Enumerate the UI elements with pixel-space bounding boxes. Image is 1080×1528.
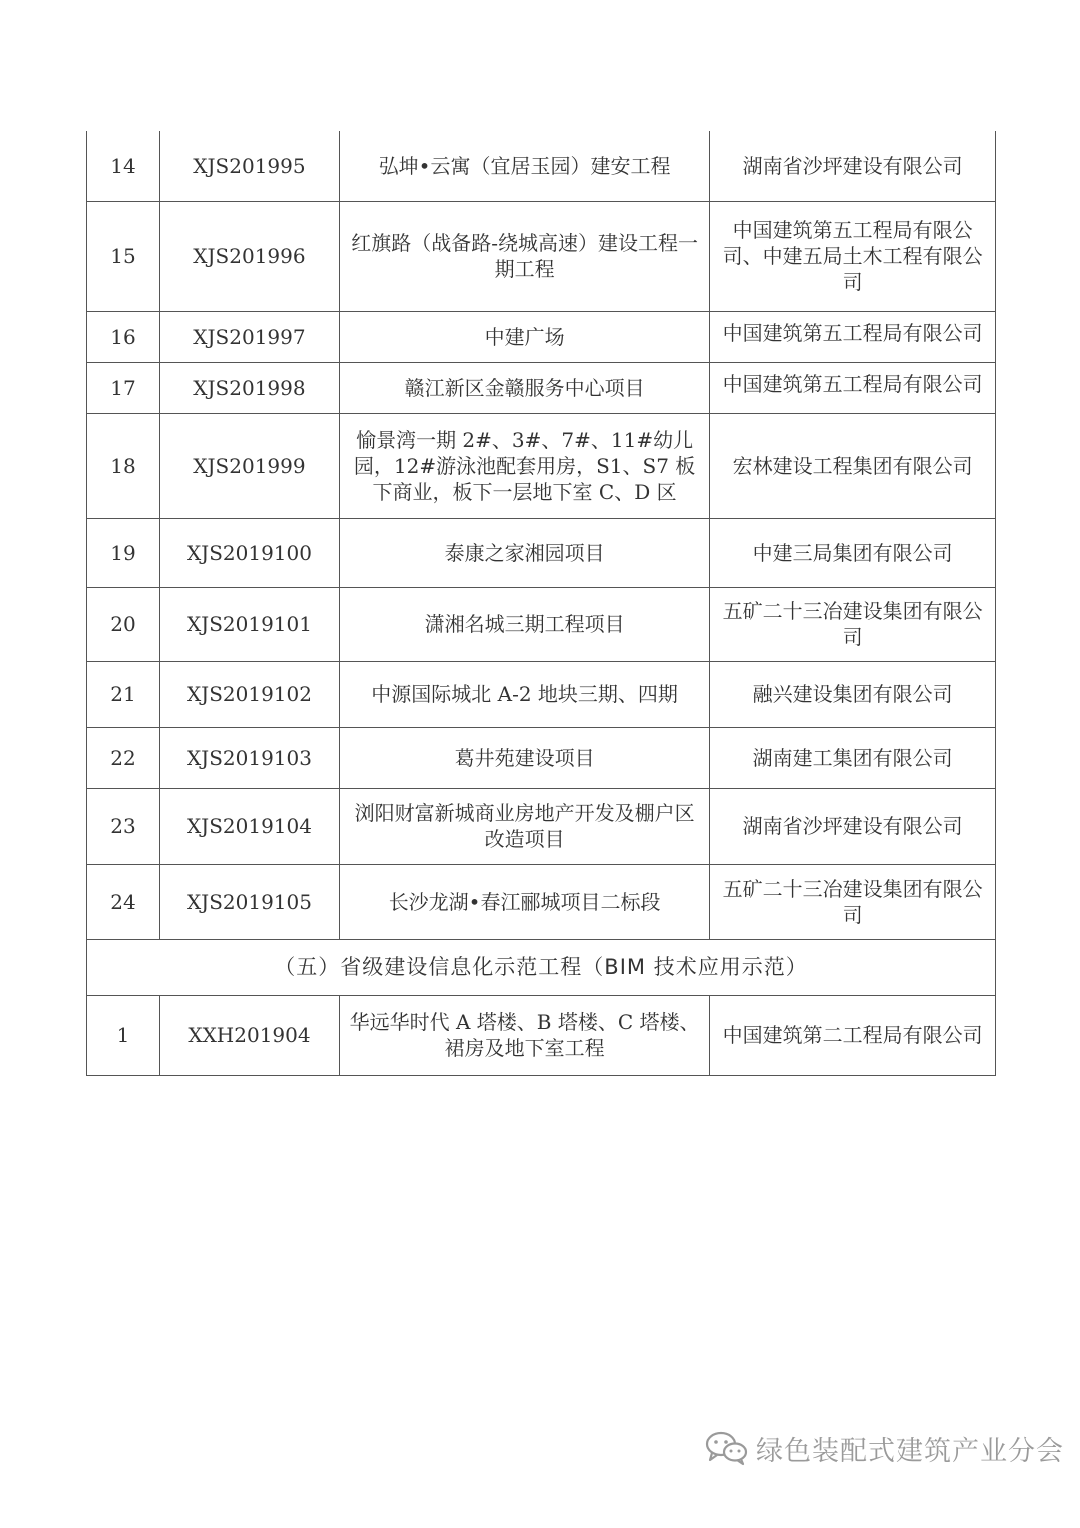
table-row <box>87 362 996 413</box>
contractor-name: 融兴建设集团有限公司 <box>710 661 996 727</box>
project-code: XJS2019105 <box>160 864 340 939</box>
table-row <box>87 201 996 311</box>
watermark-text: 绿色装配式建筑产业分会 <box>756 1435 1064 1467</box>
project-code: XJS2019100 <box>160 518 340 587</box>
project-name: 长沙龙湖•春江郦城项目二标段 <box>339 864 709 939</box>
contractor-name <box>710 311 996 362</box>
table-row <box>87 311 996 362</box>
contractor-name: 五矿二十三冶建设集团有限公司 <box>710 587 996 661</box>
row-number: 17 <box>87 362 160 413</box>
row-number: 20 <box>87 587 160 661</box>
row-number: 15 <box>87 201 160 311</box>
project-code: XJS201996 <box>160 201 340 311</box>
project-name: 红旗路（战备路-绕城高速）建设工程一期工程 <box>339 201 709 311</box>
row-number: 24 <box>87 864 160 939</box>
project-name: 赣江新区金赣服务中心项目 <box>339 362 709 413</box>
contractor-name: 宏林建设工程集团有限公司 <box>710 413 996 518</box>
project-name: 中建广场 <box>339 311 709 362</box>
row-number: 1 <box>87 995 160 1075</box>
project-name: 潇湘名城三期工程项目 <box>339 587 709 661</box>
project-code: XJS201999 <box>160 413 340 518</box>
project-table <box>86 131 996 1076</box>
contractor-name: 湖南省沙坪建设有限公司 <box>710 131 996 201</box>
wechat-icon <box>704 1430 748 1466</box>
table-row <box>87 788 996 864</box>
project-code: XJS201995 <box>160 131 340 201</box>
table-row <box>87 518 996 587</box>
contractor-name: 中国建筑第二工程局有限公司 <box>710 995 996 1075</box>
row-number: 19 <box>87 518 160 587</box>
project-name: 愉景湾一期 2#、3#、7#、11#幼儿园，12#游泳池配套用房，S1、S7 板下商业，板下一层地下室 C、D 区 <box>339 413 709 518</box>
section-title: （五）省级建设信息化示范工程（BIM 技术应用示范） <box>87 939 996 995</box>
row-number: 22 <box>87 727 160 788</box>
project-code: XJS2019104 <box>160 788 340 864</box>
project-code: XJS201998 <box>160 362 340 413</box>
contractor-name: 湖南省沙坪建设有限公司 <box>710 788 996 864</box>
contractor-name: 中国建筑第五工程局有限公司、中建五局土木工程有限公司 <box>710 201 996 311</box>
project-code: XJS201997 <box>160 311 340 362</box>
row-number: 18 <box>87 413 160 518</box>
contractor-name-text: 中国建筑第五工程局有限公司 <box>722 371 983 396</box>
watermark <box>704 1428 1064 1468</box>
row-number: 23 <box>87 788 160 864</box>
project-name: 葛井苑建设项目 <box>339 727 709 788</box>
contractor-name-text: 中国建筑第五工程局有限公司 <box>722 320 983 345</box>
project-code: XJS2019101 <box>160 587 340 661</box>
row-number: 16 <box>87 311 160 362</box>
project-code: XXH201904 <box>160 995 340 1075</box>
table-row <box>87 413 996 518</box>
row-number: 21 <box>87 661 160 727</box>
table-row <box>87 131 996 201</box>
project-name: 浏阳财富新城商业房地产开发及棚户区改造项目 <box>339 788 709 864</box>
project-name: 华远华时代 A 塔楼、B 塔楼、C 塔楼、裙房及地下室工程 <box>339 995 709 1075</box>
table-row <box>87 661 996 727</box>
section-header-row <box>87 939 996 995</box>
contractor-name: 五矿二十三冶建设集团有限公司 <box>710 864 996 939</box>
contractor-name <box>710 362 996 413</box>
row-number: 14 <box>87 131 160 201</box>
project-name: 泰康之家湘园项目 <box>339 518 709 587</box>
contractor-name: 湖南建工集团有限公司 <box>710 727 996 788</box>
project-code: XJS2019102 <box>160 661 340 727</box>
table-row <box>87 587 996 661</box>
table-row <box>87 864 996 939</box>
project-name: 弘坤•云寓（宜居玉园）建安工程 <box>339 131 709 201</box>
project-name: 中源国际城北 A-2 地块三期、四期 <box>339 661 709 727</box>
contractor-name: 中建三局集团有限公司 <box>710 518 996 587</box>
project-code: XJS2019103 <box>160 727 340 788</box>
table-row <box>87 727 996 788</box>
table-row <box>87 995 996 1075</box>
